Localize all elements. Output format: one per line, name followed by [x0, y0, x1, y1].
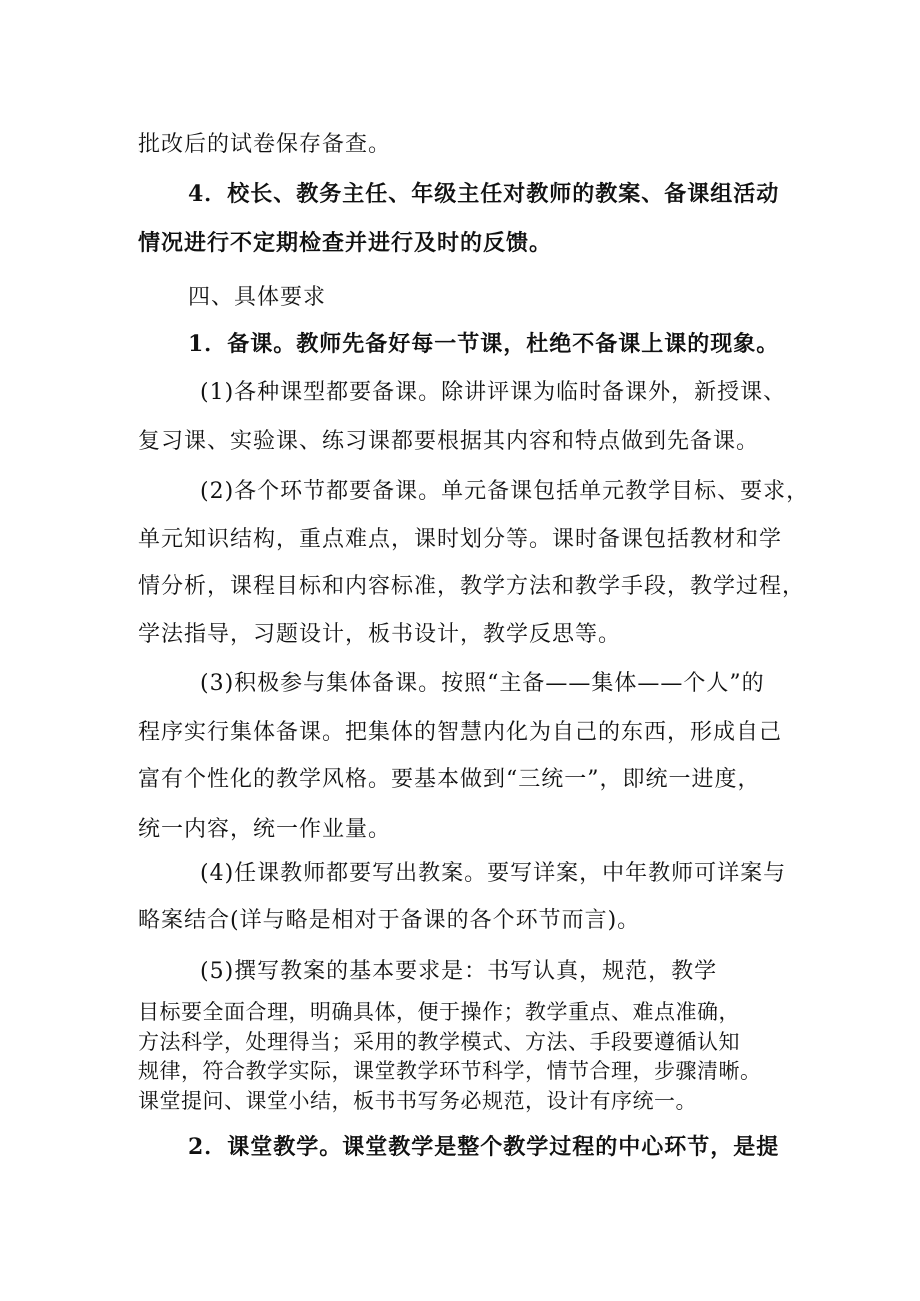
item-4-line-1: 4．校长、教务主任、年级主任对教师的教案、备课组活动	[188, 181, 780, 207]
text-line: (2)各个环节都要备课。单元备课包括单元教学目标、要求，	[200, 479, 810, 504]
item-1-heading: 1．备课。教师先备好每一节课，杜绝不备课上课的现象。	[188, 331, 780, 357]
text-line: 富有个性化的教学风格。要基本做到“三统一”，即统一进度，	[138, 767, 761, 792]
text-line: 批改后的试卷保存备查。	[138, 132, 392, 157]
text-line: 目标要全面合理，明确具体，便于操作；教学重点、难点准确，	[138, 1000, 740, 1024]
text-line: 情分析，课程目标和内容标准，教学方法和教学手段，教学过程，	[138, 574, 806, 599]
text-line: 方法科学，处理得当；采用的教学模式、方法、手段要遵循认知	[138, 1030, 740, 1054]
text-line: (3)积极参与集体备课。按照“主备——集体——个人”的	[200, 671, 765, 696]
text-line: (5)撰写教案的基本要求是：书写认真，规范，教学	[200, 959, 718, 984]
text-line: (1)各种课型都要备课。除讲评课为临时备课外，新授课、	[200, 380, 787, 405]
text-line: 统一内容，统一作业量。	[138, 817, 392, 842]
text-line: 程序实行集体备课。把集体的智慧内化为自己的东西，形成自己	[138, 720, 783, 745]
text-line: 单元知识结构，重点难点，课时划分等。课时备课包括教材和学	[138, 527, 783, 552]
item-4-line-2: 情况进行不定期检查并进行及时的反馈。	[138, 230, 553, 256]
text-line: 规律，符合教学实际，课堂教学环节科学，情节合理，步骤清晰。	[138, 1059, 762, 1083]
text-line: 学法指导，习题设计，板书设计，教学反思等。	[138, 622, 622, 647]
text-line: 课堂提问、课堂小结，板书书写务必规范，设计有序统一。	[138, 1089, 697, 1113]
text-line: (4)任课教师都要写出教案。要写详案，中年教师可详案与	[200, 861, 787, 886]
item-2-heading: 2．课堂教学。课堂教学是整个教学过程的中心环节，是提	[188, 1134, 780, 1160]
text-line: 略案结合(详与略是相对于备课的各个环节而言)。	[138, 908, 641, 933]
section-heading: 四、具体要求	[188, 285, 327, 310]
text-line: 复习课、实验课、练习课都要根据其内容和特点做到先备课。	[138, 429, 760, 454]
